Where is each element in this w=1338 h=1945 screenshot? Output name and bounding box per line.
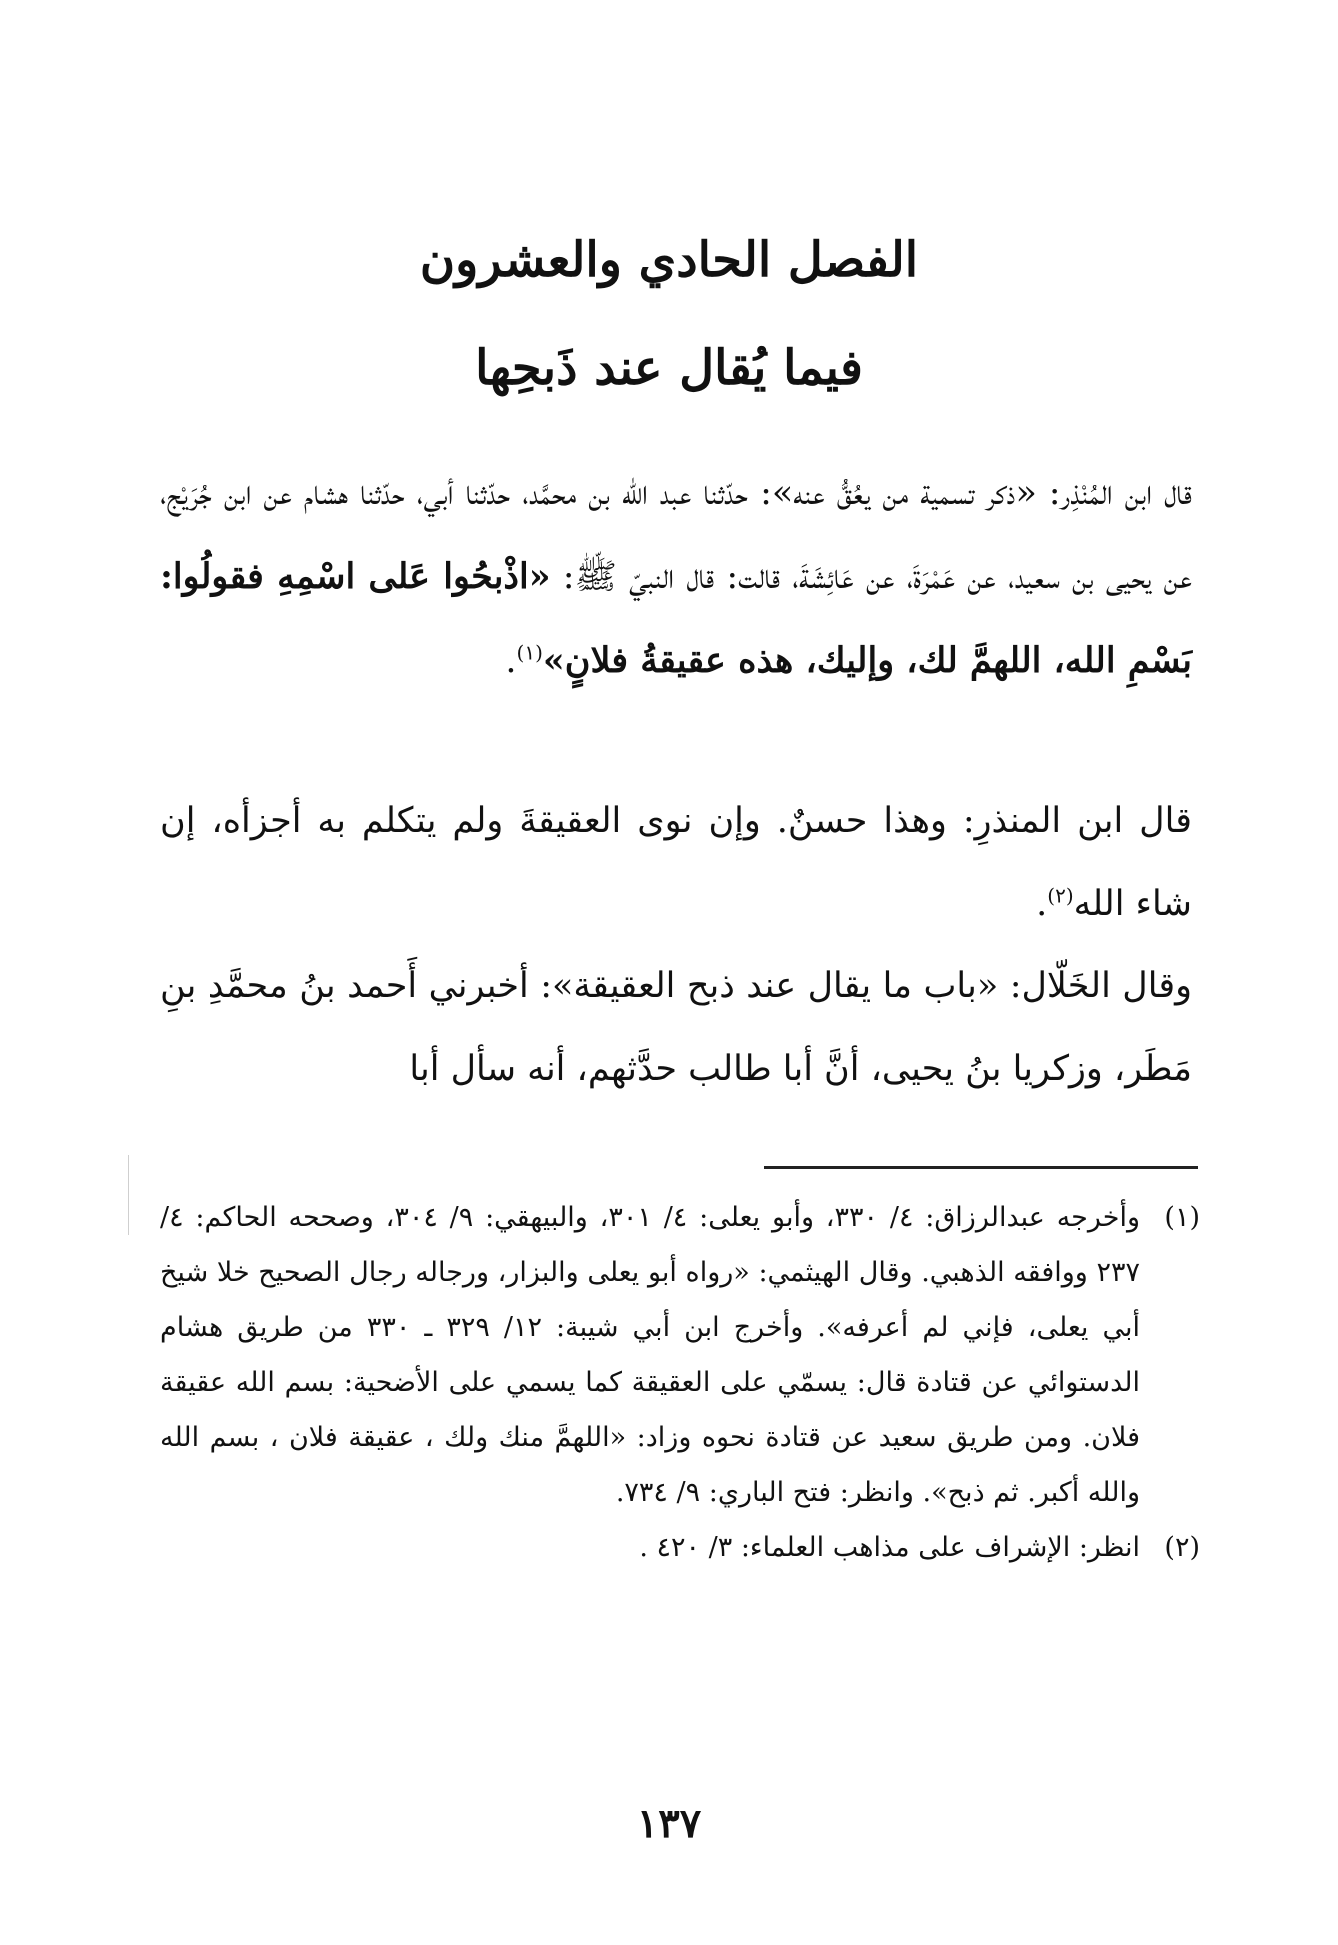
footnote-2 — [160, 1520, 1200, 1575]
scan-artifact-line — [128, 1155, 129, 1235]
paragraph-text: قال ابن المُنْذِر: «ذكر تسمية من يعُقُّ عنه»: حدّثنا عبد الله بن محمَّد، حدّثنا أبي، حدّثنا هشام عن ابن جُرَيْج، عن يحيى بن سعيد، عن عَمْرَةَ، عن عَائِشَةَ، قالت: قال النبيّ ﷺ: — [160, 473, 1192, 597]
footnote-ref-2[interactable]: (٢) — [1047, 883, 1074, 908]
footnote-separator — [764, 1166, 1198, 1169]
paragraph-hadith-narration — [160, 452, 1192, 703]
paragraph-text: قال ابن المنذرِ: وهذا حسنٌ. وإن نوى العقيقةَ ولم يتكلم به أجزأه، إن شاء الله — [160, 801, 1192, 924]
page-number: ١٣٧ — [636, 1800, 702, 1847]
paragraph-alkhallal — [160, 945, 1192, 1111]
hadith-quote: «اذْبحُوا عَلى اسْمِهِ فقولُوا: بَسْمِ الله، اللهمَّ لك، وإليك، هذه عقيقةُ فلانٍ» — [160, 556, 1192, 681]
footnote-marker: (٢) — [1164, 1532, 1200, 1563]
footnote-text: وأخرجه عبدالرزاق: ٤/ ٣٣٠، وأبو يعلى: ٤/ ٣٠١، والبيهقي: ٩/ ٣٠٤، وصححه الحاكم: ٤/ ٢٣٧ ووافقه الذهبي. وقال الهيثمي: «رواه أبو يعلى والبزار، ورجاله رجال الصحيح خلا شيخ أبي يعلى، فإني لم أعرفه». وأخرج ابن أبي شيبة: ١٢/ ٣٢٩ ـ ٣٣٠ من طريق هشام الدستوائي عن قتادة قال: يسمّي على العقيقة كما يسمي على الأضحية: بسم الله عقيقة فلان. ومن طريق سعيد عن قتادة نحوه وزاد: «اللهمَّ منك ولك ، عقيقة فلان ، بسم الله والله أكبر. ثم ذبح». وانظر: فتح الباري: ٩/ ٧٣٤. — [160, 1202, 1140, 1508]
footnote-ref-1[interactable]: (١) — [516, 640, 543, 665]
paragraph-text: وقال الخَلّال: «باب ما يقال عند ذبح العقيقة»: أخبرني أَحمد بنُ محمَّدِ بنِ مَطَر، وزكريا بنُ يحيى، أنَّ أبا طالب حدَّثهم، أنه سأل أبا — [160, 966, 1192, 1089]
paragraph-ibn-almundhir-comment — [160, 780, 1192, 946]
chapter-title: الفصل الحادي والعشرون — [419, 232, 919, 288]
sentence-end: . — [505, 641, 517, 681]
footnote-text: انظر: الإشراف على مذاهب العلماء: ٣/ ٤٢٠ . — [639, 1532, 1140, 1563]
footnotes-section — [160, 1190, 1200, 1575]
footnote-1 — [160, 1190, 1200, 1520]
sentence-end: . — [1036, 884, 1048, 924]
footnote-marker: (١) — [1164, 1202, 1200, 1233]
chapter-subtitle: فيما يُقال عند ذَبحِها — [475, 340, 863, 396]
